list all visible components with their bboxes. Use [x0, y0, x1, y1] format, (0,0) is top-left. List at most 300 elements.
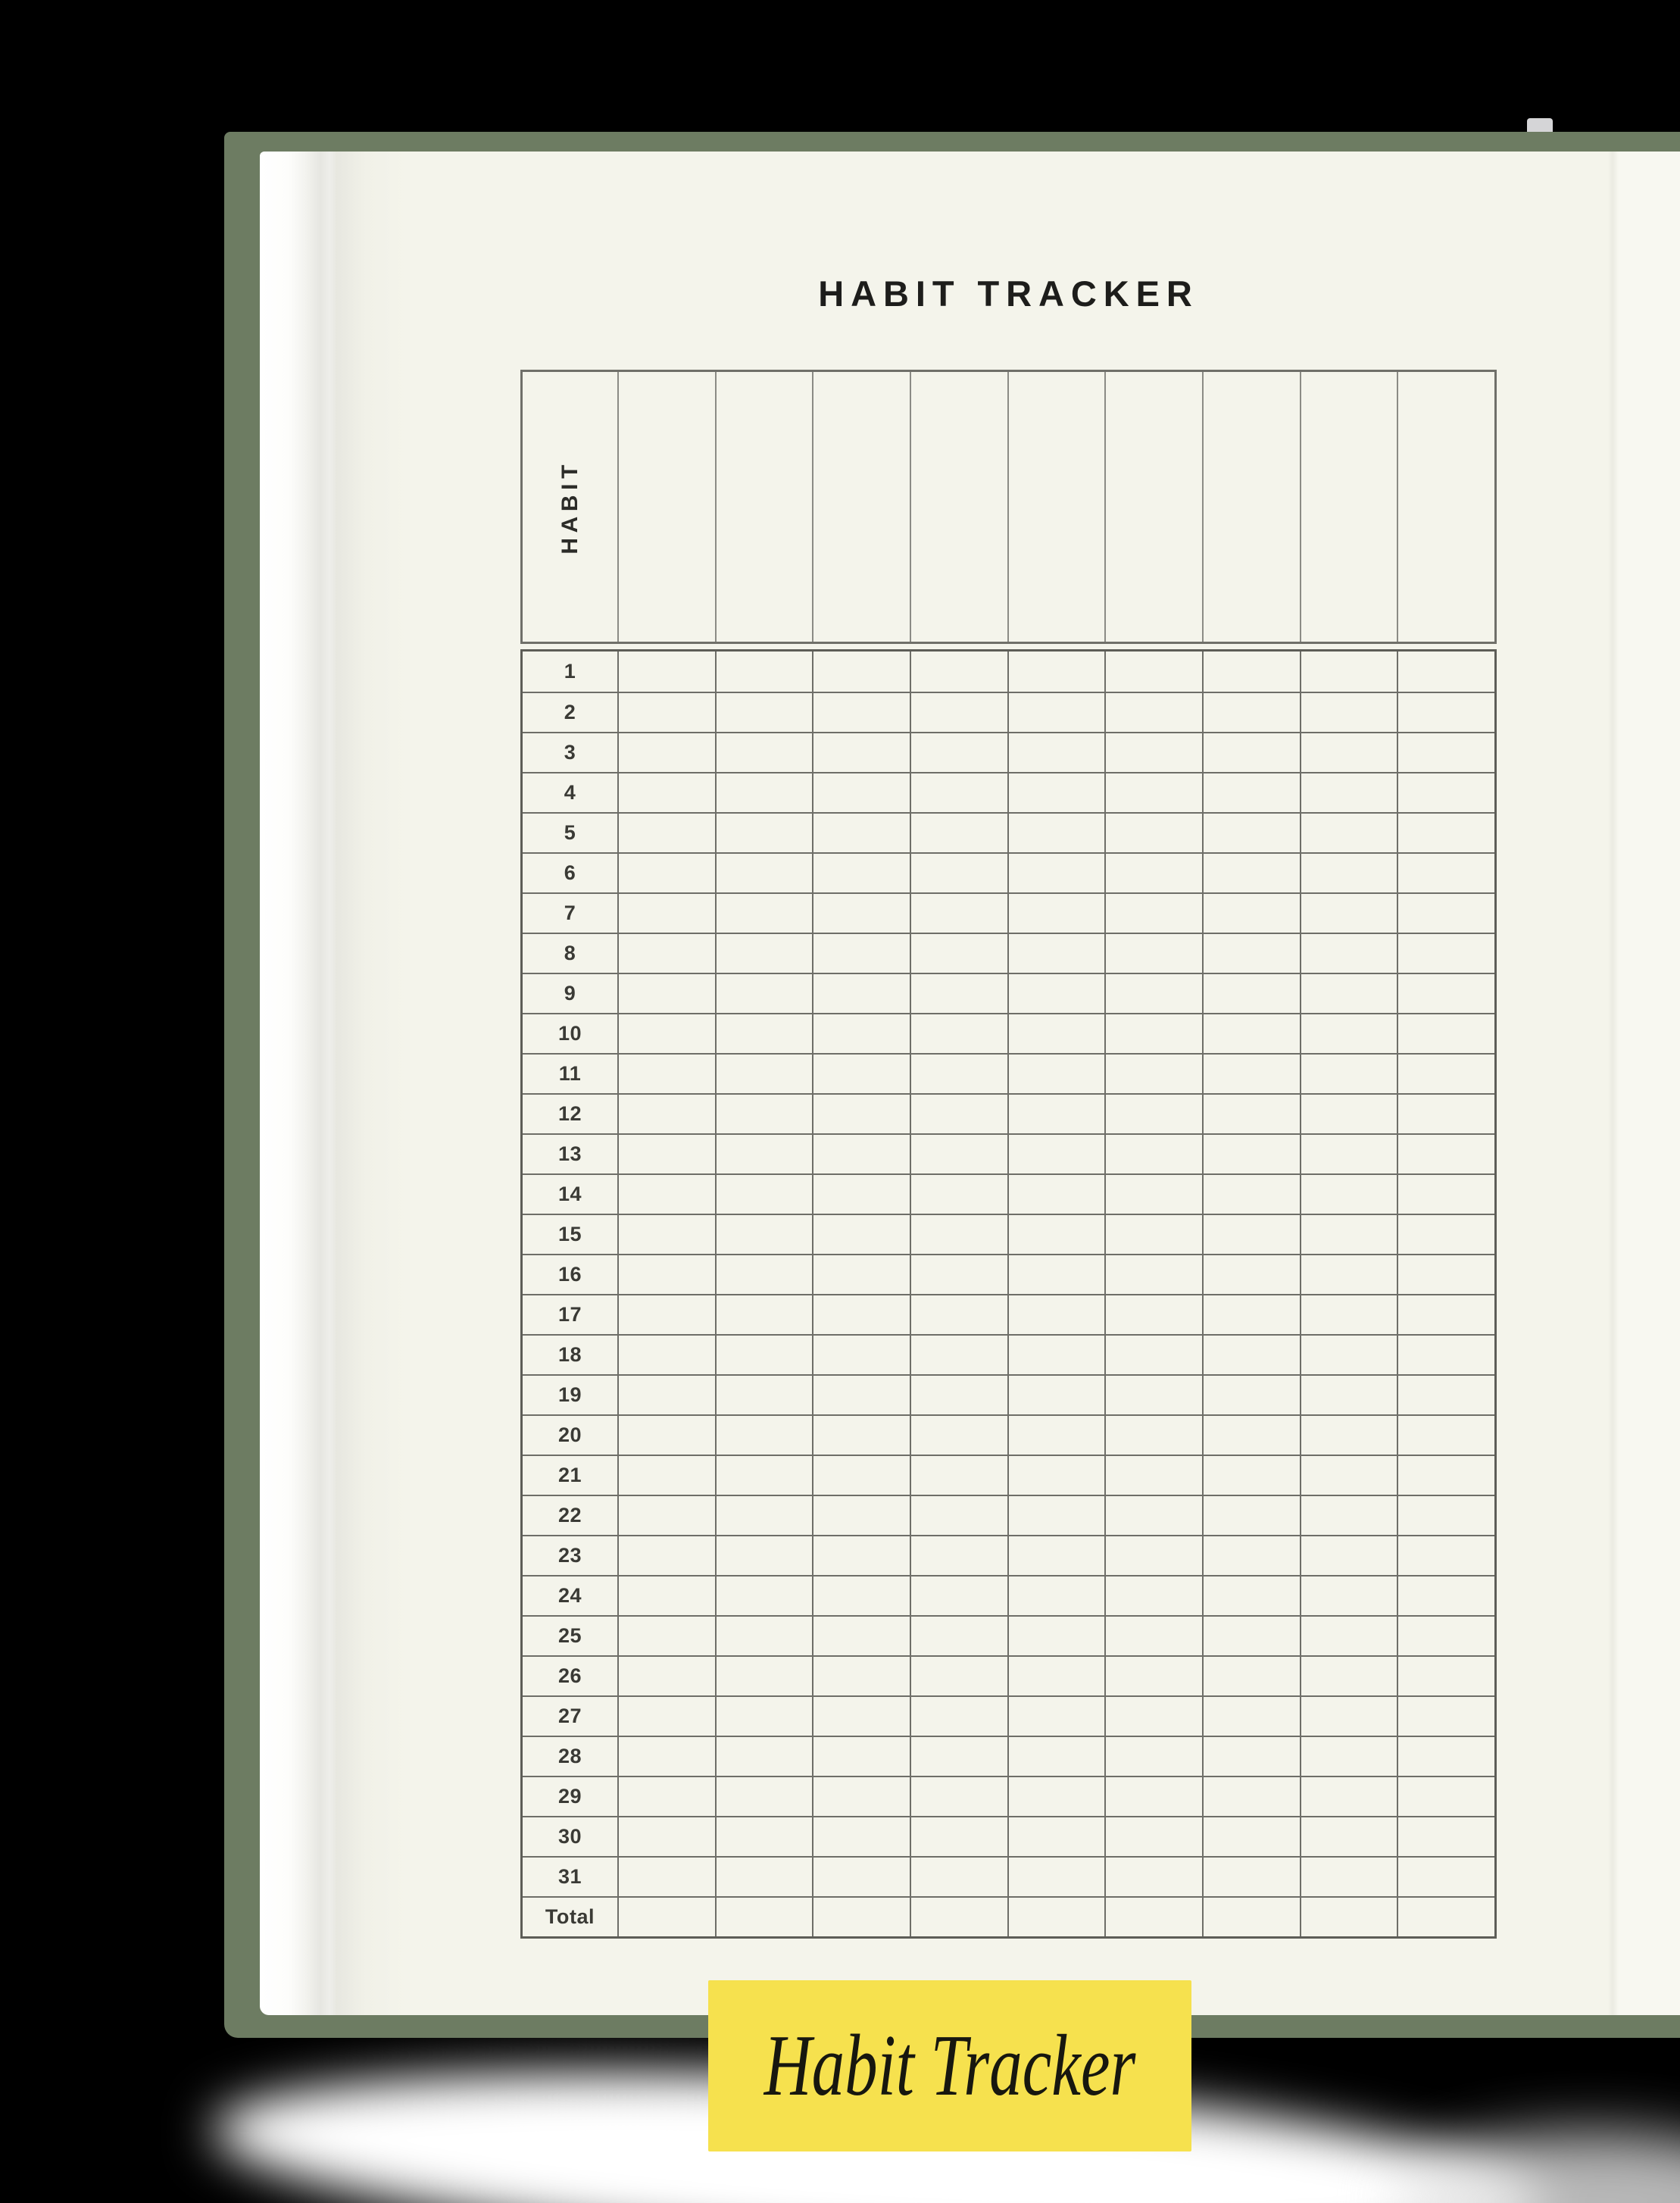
- habit-grid-cell: [1397, 1695, 1494, 1736]
- habit-grid-cell: [812, 1455, 910, 1495]
- habit-grid-cell: [715, 1133, 813, 1173]
- habit-grid-cell: [617, 1776, 715, 1816]
- row-label-cell: 16: [523, 1254, 617, 1294]
- habit-grid-cell: [1202, 1254, 1300, 1294]
- habit-grid-cell: [715, 973, 813, 1013]
- habit-grid-cell: [1300, 1334, 1397, 1374]
- habit-grid-cell: [1007, 652, 1105, 692]
- row-label-cell: 19: [523, 1374, 617, 1414]
- habit-grid-cell: [1397, 1013, 1494, 1053]
- habit-grid-cell: [1300, 1535, 1397, 1575]
- row-label-cell: 30: [523, 1816, 617, 1856]
- habit-grid-cell: [910, 892, 1007, 933]
- habit-grid-cell: [715, 933, 813, 973]
- habit-grid-cell: [910, 812, 1007, 852]
- habit-column-header-cell: [523, 372, 617, 642]
- habit-grid-cell: [1397, 772, 1494, 812]
- habit-grid-cell: [1104, 1173, 1202, 1214]
- habit-grid-cell: [1397, 1053, 1494, 1093]
- habit-grid-cell: [1397, 1856, 1494, 1896]
- habit-grid-cell: [1202, 692, 1300, 732]
- habit-grid-cell: [715, 1736, 813, 1776]
- habit-grid-cell: [1104, 1214, 1202, 1254]
- habit-grid-cell: [812, 1575, 910, 1615]
- row-label-cell: 23: [523, 1535, 617, 1575]
- row-label-cell: 26: [523, 1655, 617, 1695]
- habit-grid-cell: [1397, 652, 1494, 692]
- habit-grid-cell: [1397, 1455, 1494, 1495]
- habit-grid-cell: [1104, 1695, 1202, 1736]
- habit-grid-cell: [617, 1535, 715, 1575]
- habit-grid-cell: [715, 1214, 813, 1254]
- habit-grid-cell: [910, 1133, 1007, 1173]
- row-label-cell: 10: [523, 1013, 617, 1053]
- habit-grid-cell: [812, 892, 910, 933]
- habit-grid-cell: [1300, 933, 1397, 973]
- row-label-cell: 29: [523, 1776, 617, 1816]
- habit-grid-cell: [1104, 1455, 1202, 1495]
- habit-grid-cell: [1397, 1133, 1494, 1173]
- habit-grid-cell: [1202, 1535, 1300, 1575]
- habit-grid-cell: [910, 652, 1007, 692]
- habit-grid-cell: [1300, 1414, 1397, 1455]
- habit-grid-cell: [1202, 1374, 1300, 1414]
- habit-grid-cell: [1300, 1455, 1397, 1495]
- habit-grid-cell: [1397, 1254, 1494, 1294]
- habit-grid-cell: [812, 1254, 910, 1294]
- habit-grid-cell: [617, 1856, 715, 1896]
- habit-grid-cell: [812, 852, 910, 892]
- habit-grid-cell: [617, 1294, 715, 1334]
- header-cell: [1397, 372, 1494, 642]
- habit-grid-cell: [1202, 1736, 1300, 1776]
- habit-grid-cell: [1300, 1615, 1397, 1655]
- habit-grid-cell: [715, 772, 813, 812]
- habit-grid-cell: [617, 973, 715, 1013]
- book-shadow-glow-right: [1394, 2133, 1680, 2203]
- habit-grid-cell: [617, 1495, 715, 1535]
- habit-grid-cell: [910, 1414, 1007, 1455]
- habit-grid-cell: [1104, 973, 1202, 1013]
- habit-grid-cell: [715, 1374, 813, 1414]
- habit-grid-cell: [1397, 1495, 1494, 1535]
- habit-grid-cell: [1007, 1535, 1105, 1575]
- habit-grid-cell: [1007, 1093, 1105, 1133]
- habit-grid-cell: [1397, 1374, 1494, 1414]
- habit-grid-cell: [1397, 1896, 1494, 1936]
- habit-grid-cell: [617, 652, 715, 692]
- habit-grid-cell: [617, 933, 715, 973]
- habit-grid-cell: [1104, 692, 1202, 732]
- habit-grid-cell: [812, 1374, 910, 1414]
- habit-grid-cell: [1007, 973, 1105, 1013]
- habit-grid-cell: [910, 973, 1007, 1013]
- habit-grid-cell: [1104, 1414, 1202, 1455]
- habit-grid-cell: [1007, 1414, 1105, 1455]
- header-cell: [617, 372, 715, 642]
- habit-grid-cell: [1397, 692, 1494, 732]
- habit-grid-cell: [1300, 772, 1397, 812]
- habit-grid-cell: [1202, 1655, 1300, 1695]
- habit-grid-cell: [1300, 692, 1397, 732]
- habit-grid-cell: [812, 1013, 910, 1053]
- habit-grid-cell: [617, 1133, 715, 1173]
- habit-grid-cell: [910, 1013, 1007, 1053]
- row-label-cell: 7: [523, 892, 617, 933]
- habit-grid-cell: [1104, 1374, 1202, 1414]
- habit-grid-cell: [715, 1173, 813, 1214]
- habit-grid-cell: [617, 1053, 715, 1093]
- habit-grid-cell: [715, 1615, 813, 1655]
- habit-grid-cell: [1300, 1695, 1397, 1736]
- habit-grid-cell: [1104, 1334, 1202, 1374]
- habit-grid-cell: [715, 1455, 813, 1495]
- habit-grid-cell: [1202, 933, 1300, 973]
- habit-grid-cell: [1007, 892, 1105, 933]
- habit-grid-cell: [910, 1695, 1007, 1736]
- bookmark-label-text: Habit Tracker: [763, 2017, 1136, 2114]
- habit-grid-cell: [1300, 1133, 1397, 1173]
- habit-grid-cell: [1202, 772, 1300, 812]
- habit-grid-cell: [1202, 852, 1300, 892]
- row-label-cell: Total: [523, 1896, 617, 1936]
- habit-grid-cell: [1397, 1173, 1494, 1214]
- habit-grid-cell: [812, 692, 910, 732]
- habit-grid-cell: [715, 1414, 813, 1455]
- habit-grid-cell: [1397, 1776, 1494, 1816]
- habit-grid-cell: [1007, 1695, 1105, 1736]
- habit-grid-cell: [1007, 1173, 1105, 1214]
- habit-grid-cell: [1104, 812, 1202, 852]
- habit-grid-cell: [1300, 1856, 1397, 1896]
- header-cell: [1202, 372, 1300, 642]
- habit-grid-cell: [812, 812, 910, 852]
- habit-grid-cell: [1104, 1896, 1202, 1936]
- habit-grid-cell: [1397, 1736, 1494, 1776]
- habit-grid-cell: [812, 1053, 910, 1093]
- habit-grid-cell: [1397, 973, 1494, 1013]
- habit-grid-cell: [715, 692, 813, 732]
- row-label-cell: 2: [523, 692, 617, 732]
- habit-grid-cell: [1300, 1495, 1397, 1535]
- habit-grid-cell: [715, 892, 813, 933]
- habit-grid-cell: [617, 1896, 715, 1936]
- habit-grid-cell: [910, 1495, 1007, 1535]
- habit-grid-cell: [1202, 1133, 1300, 1173]
- habit-grid-cell: [1300, 1013, 1397, 1053]
- habit-grid-cell: [1397, 1655, 1494, 1695]
- habit-grid-cell: [1202, 812, 1300, 852]
- habit-grid-cell: [715, 1776, 813, 1816]
- habit-grid-cell: [1300, 1173, 1397, 1214]
- habit-grid-cell: [812, 1093, 910, 1133]
- habit-grid-cell: [1007, 1736, 1105, 1776]
- habit-grid-cell: [1007, 1013, 1105, 1053]
- habit-grid-cell: [1104, 852, 1202, 892]
- habit-grid-cell: [1397, 852, 1494, 892]
- habit-grid-cell: [1202, 732, 1300, 772]
- row-label-cell: 24: [523, 1575, 617, 1615]
- habit-grid-cell: [1007, 1856, 1105, 1896]
- habit-grid-cell: [1397, 1334, 1494, 1374]
- habit-grid-cell: [617, 1414, 715, 1455]
- habit-grid-cell: [1007, 1254, 1105, 1294]
- habit-grid-cell: [715, 852, 813, 892]
- habit-grid-cell: [910, 1254, 1007, 1294]
- habit-grid-cell: [1104, 732, 1202, 772]
- row-label-cell: 3: [523, 732, 617, 772]
- habit-grid-cell: [1007, 1214, 1105, 1254]
- habit-grid-cell: [1300, 852, 1397, 892]
- habit-grid-cell: [1202, 1615, 1300, 1655]
- habit-grid-cell: [1202, 1856, 1300, 1896]
- row-label-cell: 22: [523, 1495, 617, 1535]
- habit-grid-cell: [812, 1495, 910, 1535]
- habit-grid-cell: [1397, 1615, 1494, 1655]
- habit-grid-cell: [715, 652, 813, 692]
- habit-grid-cell: [715, 1856, 813, 1896]
- habit-grid-cell: [1300, 1214, 1397, 1254]
- habit-grid-cell: [715, 732, 813, 772]
- habit-grid-cell: [1104, 1013, 1202, 1053]
- habit-grid-cell: [1300, 1374, 1397, 1414]
- habit-grid-cell: [910, 1455, 1007, 1495]
- habit-grid-cell: [910, 1736, 1007, 1776]
- row-label-cell: 14: [523, 1173, 617, 1214]
- tracker-body: [520, 649, 1497, 1939]
- habit-grid-cell: [1397, 1214, 1494, 1254]
- row-label-cell: 12: [523, 1093, 617, 1133]
- habit-grid-cell: [1007, 1133, 1105, 1173]
- row-label-cell: 15: [523, 1214, 617, 1254]
- habit-grid-cell: [1300, 1896, 1397, 1936]
- habit-grid-cell: [1397, 892, 1494, 933]
- habit-grid-cell: [910, 1173, 1007, 1214]
- habit-grid-cell: [910, 1535, 1007, 1575]
- habit-grid-cell: [715, 1254, 813, 1294]
- habit-grid-cell: [1104, 772, 1202, 812]
- habit-grid-cell: [1300, 892, 1397, 933]
- row-label-cell: 11: [523, 1053, 617, 1093]
- habit-grid-cell: [1104, 892, 1202, 933]
- habit-grid-cell: [812, 652, 910, 692]
- habit-grid-cell: [1007, 1495, 1105, 1535]
- habit-grid-cell: [910, 1896, 1007, 1936]
- habit-grid-cell: [1300, 812, 1397, 852]
- habit-grid-cell: [1104, 933, 1202, 973]
- habit-grid-cell: [1007, 1294, 1105, 1334]
- habit-grid-cell: [1007, 732, 1105, 772]
- habit-grid-cell: [812, 1615, 910, 1655]
- habit-grid-cell: [1397, 1816, 1494, 1856]
- habit-grid-cell: [1397, 1535, 1494, 1575]
- habit-grid-cell: [910, 933, 1007, 973]
- habit-grid-cell: [1300, 732, 1397, 772]
- habit-grid-cell: [715, 1053, 813, 1093]
- habit-grid-cell: [1007, 1053, 1105, 1093]
- habit-grid-cell: [1300, 1093, 1397, 1133]
- habit-grid-cell: [617, 1455, 715, 1495]
- habit-grid-cell: [1300, 1053, 1397, 1093]
- habit-grid-cell: [715, 1655, 813, 1695]
- habit-grid-cell: [910, 852, 1007, 892]
- habit-grid-cell: [910, 1093, 1007, 1133]
- habit-grid-cell: [1397, 933, 1494, 973]
- header-cell: [715, 372, 813, 642]
- habit-grid-cell: [812, 933, 910, 973]
- habit-grid-cell: [715, 1495, 813, 1535]
- habit-grid-cell: [1007, 812, 1105, 852]
- habit-header-label: HABIT: [557, 459, 582, 555]
- row-label-cell: 13: [523, 1133, 617, 1173]
- habit-grid-cell: [1202, 1414, 1300, 1455]
- habit-grid-cell: [715, 1334, 813, 1374]
- tracker-header: [520, 370, 1497, 644]
- habit-grid-cell: [715, 1294, 813, 1334]
- habit-grid-cell: [715, 1695, 813, 1736]
- header-cell: [812, 372, 910, 642]
- habit-grid-cell: [1007, 1374, 1105, 1414]
- habit-grid-cell: [1202, 1013, 1300, 1053]
- row-label-cell: 20: [523, 1414, 617, 1455]
- habit-grid-cell: [812, 1856, 910, 1896]
- habit-grid-cell: [1300, 1294, 1397, 1334]
- habit-grid-cell: [617, 1013, 715, 1053]
- habit-grid-cell: [1104, 1615, 1202, 1655]
- habit-grid-cell: [1104, 1053, 1202, 1093]
- habit-grid-cell: [1104, 1294, 1202, 1334]
- habit-grid-cell: [617, 772, 715, 812]
- row-label-cell: 5: [523, 812, 617, 852]
- habit-grid-cell: [1202, 1896, 1300, 1936]
- bookmark-label: [708, 1980, 1191, 2151]
- habit-grid-cell: [1202, 1173, 1300, 1214]
- habit-grid-cell: [812, 1736, 910, 1776]
- habit-grid-cell: [617, 1615, 715, 1655]
- habit-grid-cell: [715, 1575, 813, 1615]
- habit-grid-cell: [910, 1856, 1007, 1896]
- row-label-cell: 17: [523, 1294, 617, 1334]
- habit-grid-cell: [910, 1816, 1007, 1856]
- habit-grid-cell: [1202, 1455, 1300, 1495]
- habit-grid-cell: [812, 1776, 910, 1816]
- header-cell: [1300, 372, 1397, 642]
- habit-grid-cell: [1202, 1816, 1300, 1856]
- row-label-cell: 1: [564, 660, 576, 683]
- habit-grid-cell: [1397, 1575, 1494, 1615]
- row-label-cell: 21: [523, 1455, 617, 1495]
- habit-grid-cell: [910, 732, 1007, 772]
- habit-grid-cell: [1104, 1535, 1202, 1575]
- habit-grid-cell: [1202, 1695, 1300, 1736]
- habit-grid-cell: [1397, 812, 1494, 852]
- row-label-cell: 8: [523, 933, 617, 973]
- habit-grid-cell: [1202, 892, 1300, 933]
- habit-grid-cell: [910, 1374, 1007, 1414]
- habit-grid-cell: [910, 772, 1007, 812]
- habit-grid-cell: [715, 812, 813, 852]
- habit-grid-cell: [1007, 772, 1105, 812]
- habit-grid-cell: [1300, 973, 1397, 1013]
- habit-grid-cell: [910, 1615, 1007, 1655]
- habit-grid-cell: [1202, 973, 1300, 1013]
- habit-grid-cell: [715, 1535, 813, 1575]
- habit-grid-cell: [1007, 933, 1105, 973]
- habit-grid-cell: [1007, 1655, 1105, 1695]
- habit-grid-cell: [1007, 1896, 1105, 1936]
- habit-grid-cell: [1202, 1334, 1300, 1374]
- habit-grid-cell: [617, 1334, 715, 1374]
- row-label-cell: 9: [523, 973, 617, 1013]
- habit-grid-cell: [617, 1214, 715, 1254]
- habit-grid-cell: [617, 892, 715, 933]
- habit-grid-cell: [812, 1133, 910, 1173]
- habit-grid-cell: [1007, 1334, 1105, 1374]
- habit-grid-cell: [812, 1294, 910, 1334]
- habit-grid-cell: [1202, 652, 1300, 692]
- habit-grid-cell: [715, 1093, 813, 1133]
- habit-grid-cell: [812, 1816, 910, 1856]
- habit-grid-cell: [1202, 1214, 1300, 1254]
- habit-grid-cell: [715, 1816, 813, 1856]
- habit-grid-cell: [1007, 1615, 1105, 1655]
- habit-grid-cell: [1397, 1294, 1494, 1334]
- page-stack-edge: [260, 152, 336, 2015]
- habit-grid-cell: [1007, 1776, 1105, 1816]
- row-label-cell: 25: [523, 1615, 617, 1655]
- habit-grid-cell: [1007, 1575, 1105, 1615]
- habit-grid-cell: [617, 852, 715, 892]
- habit-grid-cell: [1202, 1053, 1300, 1093]
- habit-grid-cell: [812, 1173, 910, 1214]
- row-label-cell: 31: [523, 1856, 617, 1896]
- habit-grid-cell: [1300, 652, 1397, 692]
- habit-grid-cell: [1007, 852, 1105, 892]
- habit-grid-cell: [812, 1214, 910, 1254]
- habit-grid-cell: [1202, 1776, 1300, 1816]
- habit-grid-cell: [1397, 1093, 1494, 1133]
- habit-grid-cell: [1397, 732, 1494, 772]
- habit-grid-cell: [1202, 1294, 1300, 1334]
- habit-grid-cell: [1300, 1655, 1397, 1695]
- habit-grid-cell: [1300, 1254, 1397, 1294]
- habit-grid-cell: [812, 772, 910, 812]
- habit-grid-cell: [1104, 1254, 1202, 1294]
- habit-grid-cell: [812, 1414, 910, 1455]
- habit-grid-cell: [715, 1013, 813, 1053]
- habit-grid-cell: [910, 1655, 1007, 1695]
- habit-grid-cell: [910, 1294, 1007, 1334]
- habit-grid-cell: [617, 812, 715, 852]
- habit-grid-cell: [1007, 1816, 1105, 1856]
- habit-grid-cell: [1300, 1736, 1397, 1776]
- habit-grid-cell: [812, 1695, 910, 1736]
- habit-grid-cell: [617, 1575, 715, 1615]
- habit-grid-cell: [812, 1655, 910, 1695]
- habit-grid-cell: [1104, 1133, 1202, 1173]
- habit-grid-cell: [1202, 1575, 1300, 1615]
- header-cell: [910, 372, 1007, 642]
- habit-grid-cell: [1104, 652, 1202, 692]
- habit-grid-cell: [1104, 1776, 1202, 1816]
- habit-grid-cell: [617, 692, 715, 732]
- row-label-cell: 18: [523, 1334, 617, 1374]
- habit-grid-cell: [812, 1896, 910, 1936]
- header-cell: [1007, 372, 1105, 642]
- row-label-cell: 28: [523, 1736, 617, 1776]
- habit-grid-cell: [617, 1374, 715, 1414]
- habit-grid-cell: [617, 1093, 715, 1133]
